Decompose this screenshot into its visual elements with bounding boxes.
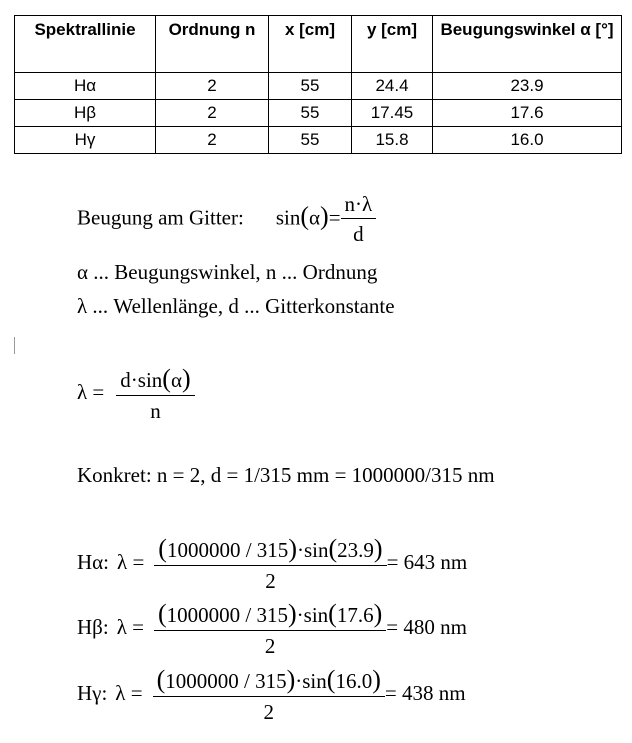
lambda-formula	[77, 366, 195, 422]
text-cursor	[14, 337, 15, 354]
table-cell: 55	[269, 127, 352, 154]
legend-line-2: λ ... Wellenlänge, d ... Gitterkonstante	[77, 294, 395, 318]
grating-equation: Beugung am Gitter: sin(α)= $\frac{n\cdot\lambda}{d}$	[77, 194, 376, 245]
konkret-line: Konkret: n = 2, d = 1/315 mm = 1000000/315 nm	[77, 463, 495, 487]
table-cell: 2	[156, 73, 269, 100]
sin-text: sin	[275, 205, 301, 230]
grating-constant: 1000000 / 315	[166, 538, 289, 562]
sin-text: sin	[303, 538, 329, 562]
table-row	[15, 73, 622, 100]
angle-value: 17.6	[336, 603, 374, 627]
calc-lambda: λ =	[115, 680, 143, 705]
angle-value: 16.0	[335, 669, 373, 693]
fraction	[154, 536, 386, 592]
grating-constant: 1000000 / 315	[165, 669, 287, 693]
calc-result: = 643 nm	[386, 549, 468, 574]
sin-text: sin	[302, 669, 327, 693]
alpha-symbol: α	[309, 205, 321, 230]
numerator-text: d·sin	[120, 368, 163, 392]
fraction	[341, 194, 377, 245]
grating-label: Beugung am Gitter:	[77, 205, 244, 230]
header-ordnung: Ordnung n	[156, 16, 269, 73]
denominator: d	[353, 222, 364, 246]
denominator: n	[150, 399, 161, 423]
calc-lambda: λ =	[116, 614, 144, 639]
calc-label: Hβ:	[77, 614, 109, 639]
calc-result: = 438 nm	[384, 680, 466, 705]
calc-h-alpha	[77, 536, 467, 592]
calc-label: Hα:	[77, 549, 110, 574]
numerator: (1000000 / 315)·sin(17.6)	[154, 601, 386, 631]
denominator: 2	[263, 700, 274, 724]
table-cell: 24.4	[352, 73, 433, 100]
calc-h-gamma	[77, 667, 466, 723]
numerator: d·sin(α)	[116, 366, 194, 396]
numerator: (1000000 / 315)·sin(16.0)	[153, 667, 385, 697]
table-row	[15, 100, 622, 127]
fraction	[153, 667, 385, 723]
table-cell: 2	[156, 100, 269, 127]
table-cell: 17.6	[433, 100, 622, 127]
table-cell: 17.45	[352, 100, 433, 127]
header-beugungswinkel: Beugungswinkel α [°]	[433, 16, 622, 73]
denominator: 2	[265, 569, 276, 593]
lambda-lhs: λ =	[77, 379, 105, 404]
table-cell: Hγ	[15, 127, 156, 154]
table-cell: 55	[269, 100, 352, 127]
header-x: x [cm]	[269, 16, 352, 73]
table-cell: 2	[156, 127, 269, 154]
table-row	[15, 127, 622, 154]
table-cell: 55	[269, 73, 352, 100]
data-table	[14, 15, 622, 154]
calc-h-beta	[77, 601, 467, 657]
table-header-row	[15, 16, 622, 73]
calc-lambda: λ =	[117, 549, 145, 574]
alpha-symbol: α	[170, 368, 182, 392]
table-cell: 23.9	[433, 73, 622, 100]
numerator: (1000000 / 315)·sin(23.9)	[154, 536, 386, 566]
table-cell: Hα	[15, 73, 156, 100]
grating-constant: 1000000 / 315	[166, 603, 288, 627]
fraction	[154, 601, 386, 657]
sin-text: sin	[303, 603, 329, 627]
equals-sign: =	[328, 205, 341, 230]
fraction	[116, 366, 194, 422]
table-cell: 16.0	[433, 127, 622, 154]
calc-result: = 480 nm	[386, 614, 467, 639]
table-cell: Hβ	[15, 100, 156, 127]
header-spektrallinie: Spektrallinie	[15, 16, 156, 73]
angle-value: 23.9	[337, 538, 374, 562]
header-y: y [cm]	[352, 16, 433, 73]
table-cell: 15.8	[352, 127, 433, 154]
calc-label: Hγ:	[77, 680, 108, 705]
denominator: 2	[264, 634, 276, 658]
numerator: n·λ	[341, 194, 377, 219]
legend-line-1: α ... Beugungswinkel, n ... Ordnung	[77, 260, 378, 284]
